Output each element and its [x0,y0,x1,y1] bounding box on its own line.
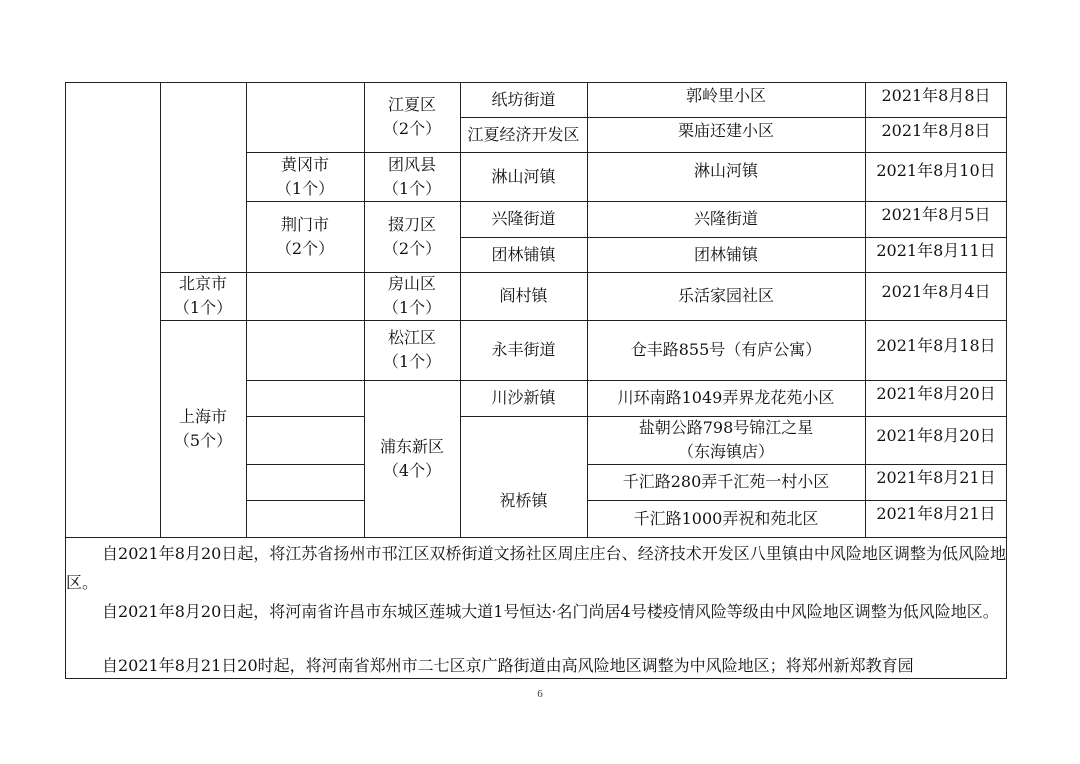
community-cell: 仓丰路855号（有庐公寓） [630,340,822,359]
street-cell: 永丰街道 [491,340,556,359]
date-cell: 2021年8月18日 [876,336,996,355]
street-cell: 淋山河镇 [491,166,556,186]
district-cell: 浦东新区 （4个） [379,436,444,480]
province-cell: 上海市 （5个） [173,406,233,450]
col-line [246,82,247,537]
community-cell: 栗庙还建小区 [677,121,774,140]
date-cell: 2021年8月10日 [876,161,996,180]
row-line [246,500,364,501]
street-cell: 川沙新镇 [491,388,556,407]
date-cell: 2021年8月4日 [881,282,991,301]
street-cell: 阎村镇 [499,286,548,305]
city-cell: 黄冈市 （1个） [275,154,335,198]
notice-paragraph: 自2021年8月20日起，将江苏省扬州市邗江区双桥街道文扬社区周庄庄台、经济技术开发区八里镇由中风险地区调整为低风险地区。 [66,544,1006,592]
date-cell: 2021年8月20日 [876,426,996,445]
community-cell: 盐朝公路798号锦江之星 （东海镇店） [638,418,814,461]
district-cell: 掇刀区 （2个） [382,214,442,258]
date-cell: 2021年8月11日 [876,241,996,260]
street-cell: 团林铺镇 [491,244,556,264]
community-cell: 团林铺镇 [693,244,758,264]
street-cell: 纸坊街道 [491,89,556,109]
date-cell: 2021年8月21日 [876,504,996,523]
community-cell: 兴隆街道 [693,209,758,228]
street-cell: 兴隆街道 [491,209,556,228]
street-cell: 祝桥镇 [499,490,548,510]
notice-paragraph: 自2021年8月21日20时起，将河南省郑州市二七区京广路街道由高风险地区调整为中风险地区；将郑州新郑教育园 [102,656,914,675]
community-cell: 千汇路1000弄祝和苑北区 [633,508,819,528]
district-cell: 团风县 （1个） [382,154,442,198]
district-cell: 松江区 （1个） [382,328,442,371]
district-cell: 江夏区 （2个） [382,95,442,138]
row-line [246,464,364,465]
community-cell: 千汇路280弄千汇苑一村小区 [622,472,830,491]
city-cell: 荆门市 （2个） [275,214,335,258]
page-number: 6 [537,688,543,700]
date-cell: 2021年8月5日 [881,205,991,224]
street-cell: 江夏经济开发区 [467,124,580,144]
community-cell: 乐活家园社区 [677,286,774,305]
date-cell: 2021年8月8日 [881,121,991,140]
community-cell: 郭岭里小区 [685,86,766,105]
date-cell: 2021年8月8日 [881,86,991,105]
notice-paragraph: 自2021年8月20日起，将河南省许昌市东城区莲城大道1号恒达·名门尚居4号楼疫情风险等级由中风险地区调整为低风险地区。 [102,602,999,621]
community-cell: 淋山河镇 [693,161,758,180]
community-cell: 川环南路1049弄界龙花苑小区 [617,388,835,407]
row-line [65,537,1007,538]
district-cell: 房山区 （1个） [382,274,442,317]
date-cell: 2021年8月20日 [876,384,996,403]
province-cell: 北京市 （1个） [173,274,233,317]
row-line [246,416,364,417]
date-cell: 2021年8月21日 [876,468,996,487]
